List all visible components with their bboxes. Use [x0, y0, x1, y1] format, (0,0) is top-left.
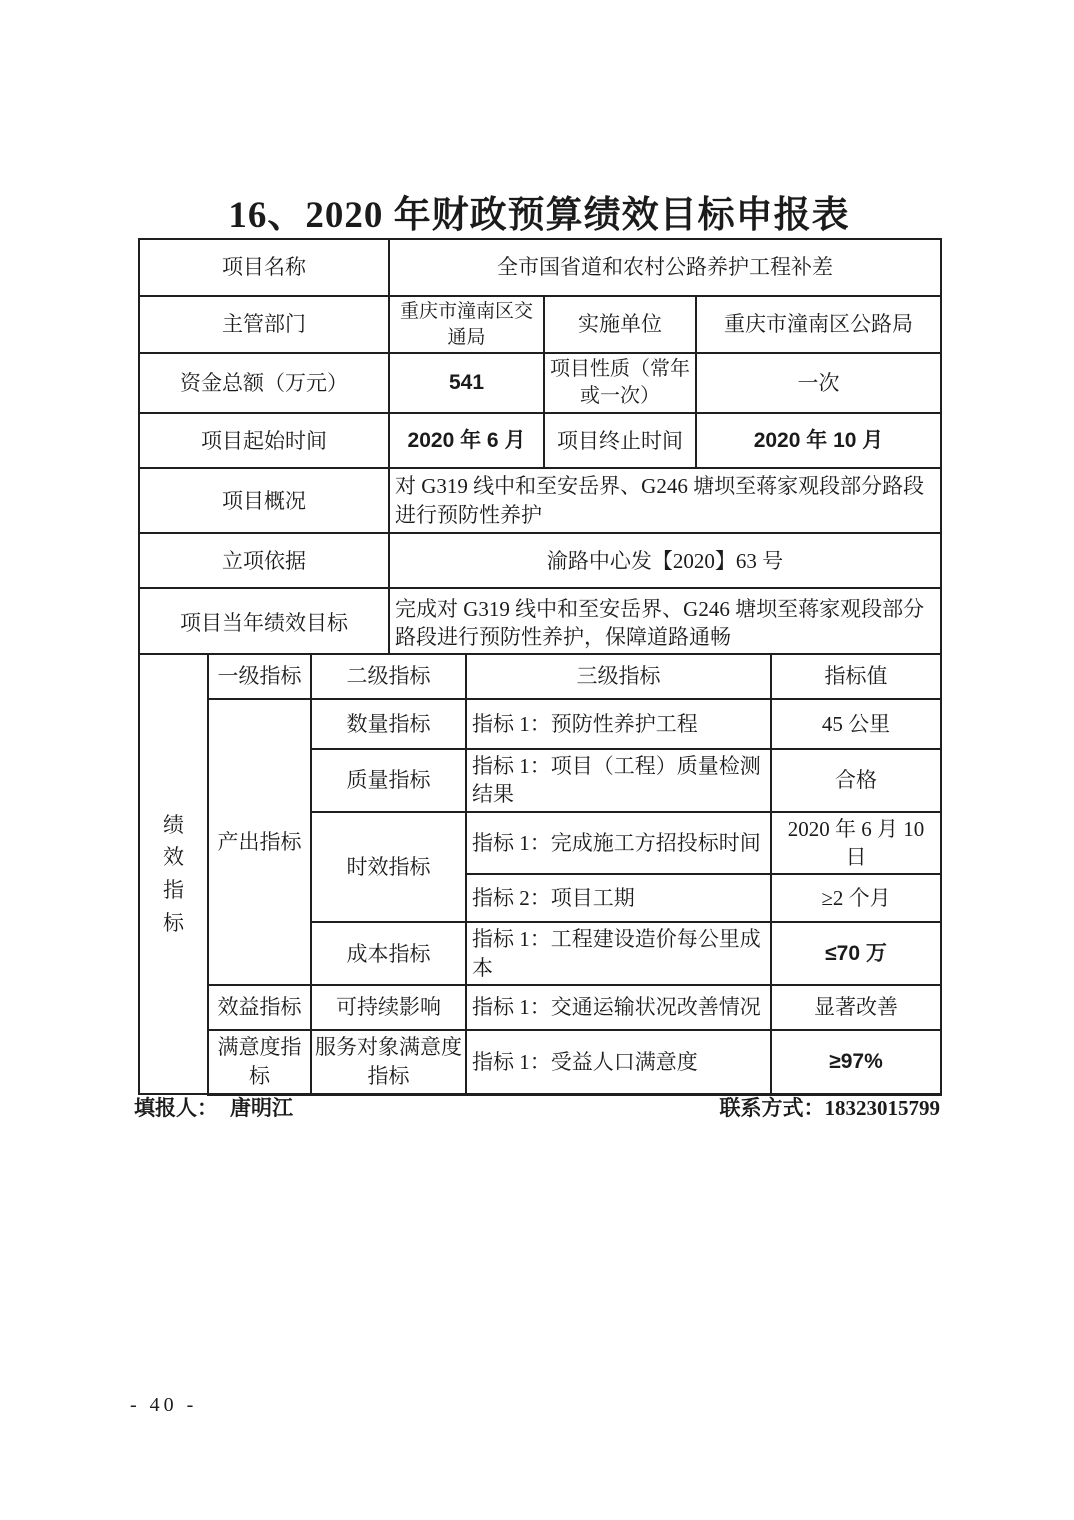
table-row: [139, 239, 941, 296]
value-satisfaction: ≥97%: [771, 1030, 941, 1094]
level3-timeliness-2: 指标 2：项目工期: [466, 874, 771, 922]
dept-label: 主管部门: [139, 296, 389, 353]
vertical-group-label: 绩效指标: [163, 812, 184, 935]
impl-label: 实施单位: [544, 296, 696, 353]
level3-quantity: 指标 1：预防性养护工程: [466, 699, 771, 749]
contact-value: 18323015799: [824, 1096, 940, 1120]
table-row: [139, 296, 941, 353]
dept-value: 重庆市潼南区交通局: [389, 296, 544, 353]
performance-indicators-table: [138, 653, 942, 1096]
level3-timeliness-1: 指标 1：完成施工方招投标时间: [466, 812, 771, 875]
project-info-table: [138, 238, 942, 659]
start-value: 2020 年 6 月: [389, 413, 544, 468]
level2-quality: 质量指标: [311, 749, 466, 812]
level3-satisfaction: 指标 1：受益人口满意度: [466, 1030, 771, 1094]
level3-quality: 指标 1：项目（工程）质量检测结果: [466, 749, 771, 812]
filler-label: 填报人：: [134, 1096, 218, 1120]
contact-field: [720, 1092, 941, 1122]
page-title: 16、2020 年财政预算绩效目标申报表: [228, 195, 850, 236]
goal-label: 项目当年绩效目标: [139, 588, 389, 658]
table-row: [139, 985, 941, 1030]
value-timeliness-2: ≥2 个月: [771, 874, 941, 922]
filler-value: 唐明江: [230, 1096, 293, 1120]
table-row: [139, 533, 941, 588]
project-name-value: 全市国省道和农村公路养护工程补差: [389, 239, 941, 296]
level2-timeliness: 时效指标: [311, 812, 466, 923]
table-row: [139, 468, 941, 533]
level2-cost: 成本指标: [311, 922, 466, 985]
indicators-group-label: [139, 654, 208, 1094]
level2-sustainability: 可持续影响: [311, 985, 466, 1030]
overview-label: 项目概况: [139, 468, 389, 533]
overview-value: 对 G319 线中和至安岳界、G246 塘坝至蒋家观段部分路段进行预防性养护: [389, 468, 941, 533]
value-cost: ≤70 万: [771, 922, 941, 985]
table-row: [139, 588, 941, 658]
value-quantity: 45 公里: [771, 699, 941, 749]
end-value: 2020 年 10 月: [696, 413, 941, 468]
value-sustainability: 显著改善: [771, 985, 941, 1030]
header-level2: 二级指标: [311, 654, 466, 699]
level2-quantity: 数量指标: [311, 699, 466, 749]
project-name-label: 项目名称: [139, 239, 389, 296]
level1-satisfaction: 满意度指标: [208, 1030, 311, 1094]
indicators-header-row: [139, 654, 941, 699]
level1-benefit: 效益指标: [208, 985, 311, 1030]
basis-value: 渝路中心发【2020】63 号: [389, 533, 941, 588]
goal-value: 完成对 G319 线中和至安岳界、G246 塘坝至蒋家观段部分路段进行预防性养护，保障道路通畅: [389, 588, 941, 658]
level1-output: 产出指标: [208, 699, 311, 985]
page-number: - 40 -: [130, 1394, 198, 1416]
filler-field: [134, 1092, 293, 1122]
amount-value: 541: [389, 353, 544, 413]
nature-label: 项目性质（常年或一次）: [544, 353, 696, 413]
nature-value: 一次: [696, 353, 941, 413]
level3-sustainability: 指标 1：交通运输状况改善情况: [466, 985, 771, 1030]
footer: [134, 1092, 940, 1122]
table-row: [139, 699, 941, 749]
value-timeliness-1: 2020 年 6 月 10 日: [771, 812, 941, 875]
level3-cost: 指标 1：工程建设造价每公里成本: [466, 922, 771, 985]
table-row: [139, 1030, 941, 1094]
table-row: [139, 413, 941, 468]
table-row: [139, 353, 941, 413]
basis-label: 立项依据: [139, 533, 389, 588]
amount-label: 资金总额（万元）: [139, 353, 389, 413]
impl-value: 重庆市潼南区公路局: [696, 296, 941, 353]
start-label: 项目起始时间: [139, 413, 389, 468]
header-value: 指标值: [771, 654, 941, 699]
header-level1: 一级指标: [208, 654, 311, 699]
value-quality: 合格: [771, 749, 941, 812]
contact-label: 联系方式：: [719, 1096, 825, 1120]
header-level3: 三级指标: [466, 654, 771, 699]
end-label: 项目终止时间: [544, 413, 696, 468]
level2-satisfaction: 服务对象满意度指标: [311, 1030, 466, 1094]
